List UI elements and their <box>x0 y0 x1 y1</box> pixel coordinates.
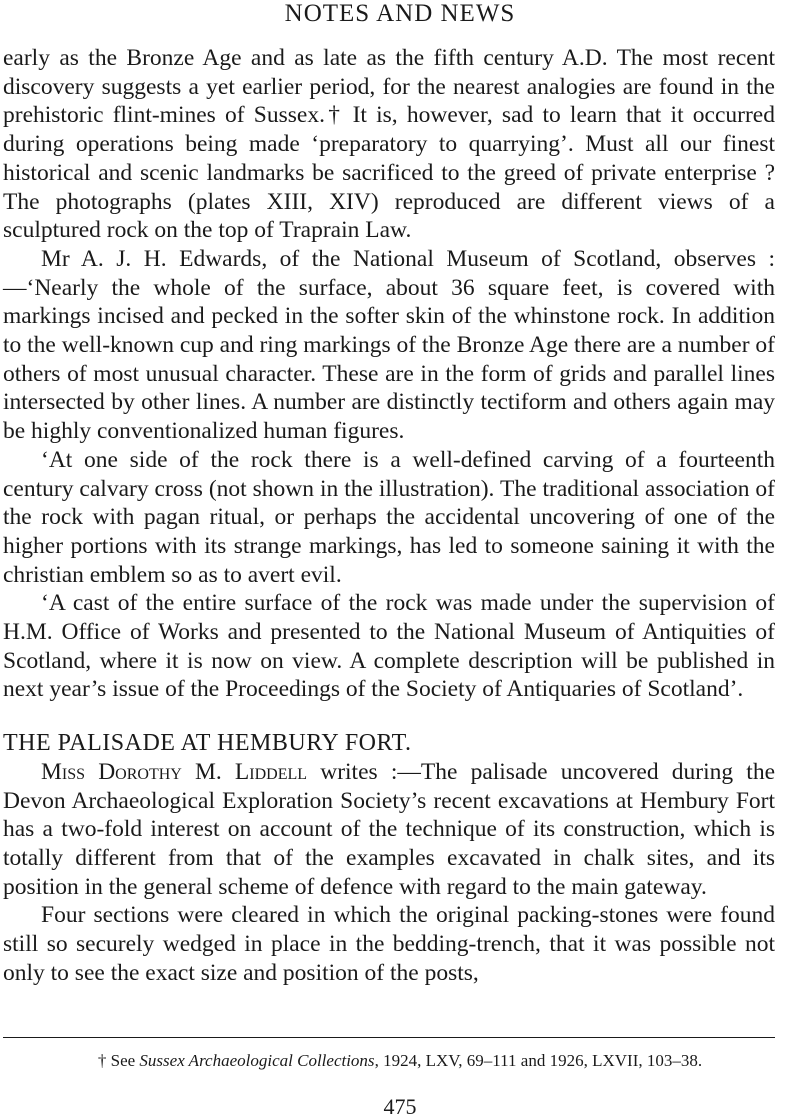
footnote-title: Sussex Archaeological Collections <box>139 1051 375 1070</box>
page-number: 475 <box>383 1094 417 1119</box>
body-paragraph-2: Mr A. J. H. Edwards, of the National Museum of Scotland, observes :—‘Nearly the whole of the surface, about 36 square feet, is covered with markings incised and pecked in the softer skin of the whinstone rock. In addition to the well-known cup and ring markings of the Bronze Age there are a number of others of most unusual character. These are in the form of grids and parallel lines intersected by other lines. A number are distinctly tectiform and others again may be highly conventionalized human figures. <box>3 245 775 445</box>
article-body <box>3 44 775 988</box>
footnote-rest: , 1924, LXV, 69–111 and 1926, LXVII, 103–38. <box>374 1051 703 1070</box>
section-paragraph-1 <box>3 758 775 902</box>
body-paragraph-3: ‘At one side of the rock there is a well-defined carving of a fourteenth century calvary cross (not shown in the illustration). The traditional association of the rock with pagan ritual, or perhaps the accidental uncovering of one of the higher portions with its strange markings, has led to someone saining it with the christian emblem so as to avert evil. <box>3 446 775 588</box>
footnote-prefix: † See <box>97 1051 140 1070</box>
footnote-rule <box>3 1037 775 1038</box>
section-author: Miss Dorothy M. Liddell <box>41 758 308 785</box>
body-paragraph-1: early as the Bronze Age and as late as the fifth century A.D. The most recent discovery suggests a yet earlier period, for the nearest analogies are found in the prehistoric flint-mines of Sussex.† It is, however, sad to learn that it occurred during operations being made ‘preparatory to quarrying’. Must all our finest historical and scenic landmarks be sacrificed to the greed of private enterprise ? The photographs (plates XIII, XIV) reproduced are different views of a sculptured rock on the top of Traprain Law. <box>3 45 775 244</box>
section-heading: THE PALISADE AT HEMBURY FORT. <box>3 730 412 757</box>
section-paragraph-1-text: writes :—The palisade uncovered during the Devon Archaeological Exploration Society’s recent excavations at Hembury Fort has a two-fold interest on account of the technique of its construction, which is totally different from that of the examples excavated in chalk sites, and its position in the general scheme of defence with regard to the main gateway. <box>3 758 776 900</box>
body-paragraph-4: ‘A cast of the entire surface of the rock was made under the supervision of H.M. Office of Works and presented to the National Museum of Antiquities of Scotland, where it is now on view. A complete description will be published in next year’s issue of the Proceedings of the Society of Antiquaries of Scotland’. <box>3 590 775 703</box>
section-paragraph-2: Four sections were cleared in which the original packing-stones were found still so securely wedged in place in the bedding-trench, that it was possible not only to see the exact size and position of the posts, <box>3 902 775 986</box>
running-head: NOTES AND NEWS <box>284 0 516 27</box>
footnote <box>0 1050 800 1072</box>
